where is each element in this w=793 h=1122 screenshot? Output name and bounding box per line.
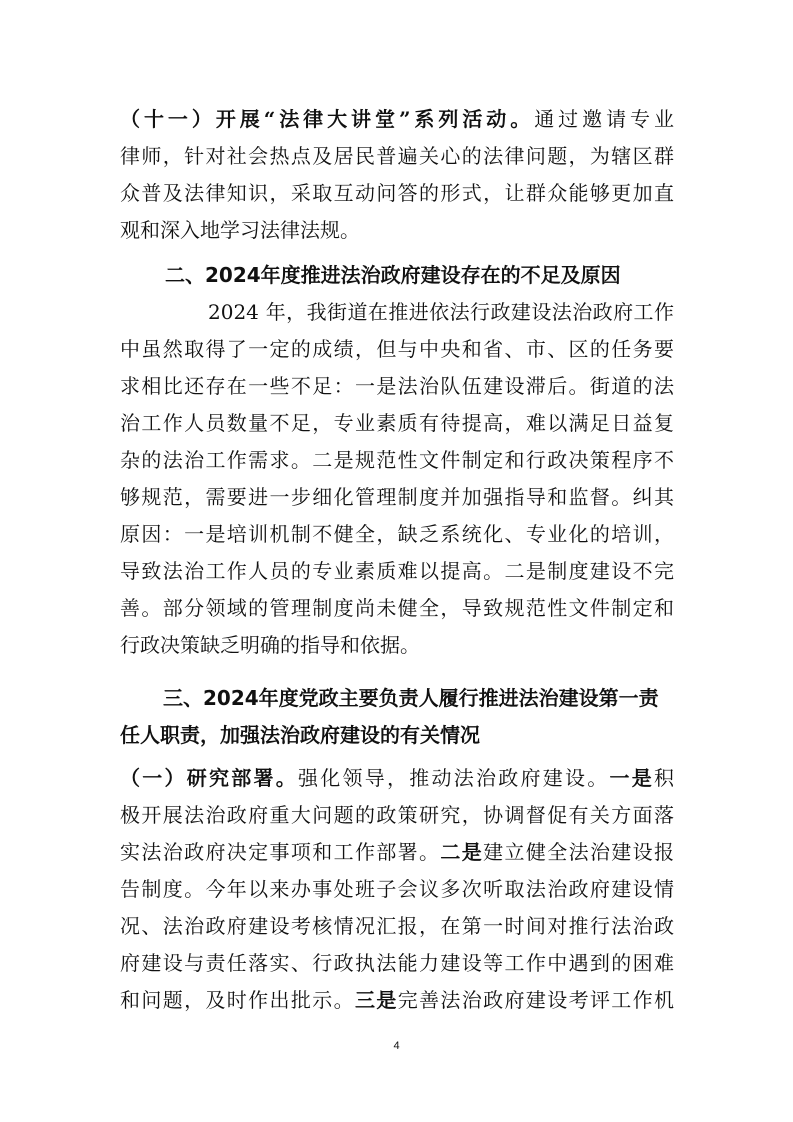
section2-line-7: 原因：一是培训机制不健全，缺乏系统化、专业化的培训， — [120, 522, 674, 546]
section3-line-7a: 和问题，及时作出批示。 — [120, 988, 355, 1012]
section3-line-2: 极开展法治政府重大问题的政策研究，协调督促有关方面落 — [120, 803, 674, 827]
section3-line-7 — [120, 982, 674, 1019]
section3-line-5: 况、法治政府建设考核情况汇报，在第一时间对推行法治政 — [120, 914, 674, 938]
section2-line-4: 治工作人员数量不足，专业素质有待提高，难以满足日益复 — [120, 411, 674, 435]
section3-line-6: 府建设与责任落实、行政执法能力建设等工作中遇到的困难 — [120, 951, 674, 975]
para11-line-3: 众普及法律知识，采取互动问答的形式，让群众能够更加直 — [120, 181, 674, 205]
section2-line-3: 求相比还存在一些不足：一是法治队伍建设滞后。街道的法 — [120, 374, 674, 398]
section2-line-5: 杂的法治工作需求。二是规范性文件制定和行政决策程序不 — [120, 448, 674, 472]
section2-line-8: 导致法治工作人员的专业素质难以提高。二是制度建设不完 — [120, 559, 674, 583]
section3-line-3 — [120, 834, 674, 871]
mark-er-shi: 二是 — [440, 840, 484, 864]
section3-line-4: 告制度。今年以来办事处班子会议多次听取法治政府建设情 — [120, 877, 674, 901]
section2-line-9: 善。部分领域的管理制度尚未健全，导致规范性文件制定和 — [120, 596, 674, 620]
section3-line-3a: 实法治政府决定事项和工作部署。 — [120, 840, 441, 864]
section3-heading-line-1: 三、2024年度党政主要负责人履行推进法治建设第一责 — [163, 686, 659, 710]
sub1-text-end: 积 — [654, 766, 674, 790]
sub1-label: （一）研究部署。 — [120, 766, 298, 790]
mark-yi-shi: 一是 — [609, 766, 654, 790]
para11-line-1 — [120, 101, 674, 138]
page-number: 4 — [393, 1040, 400, 1052]
section2-line-2: 中虽然取得了一定的成绩，但与中央和省、市、区的任务要 — [120, 337, 674, 361]
section2-heading: 二、2024年度推进法治政府建设存在的不足及原因 — [165, 263, 621, 287]
section3-line-3b: 建立健全法治建设报 — [483, 840, 675, 864]
section2-line-1: 2024 年，我街道在推进依法行政建设法治政府工作 — [208, 300, 674, 324]
para11-label: （十一）开展“法律大讲堂”系列活动。 — [120, 107, 535, 131]
section3-line-7b: 完善法治政府建设考评工作机 — [397, 988, 675, 1012]
para11-text-1: 通过邀请专业 — [534, 107, 674, 131]
section2-line-10: 行政决策缺乏明确的指导和依据。 — [120, 633, 420, 657]
para11-line-2: 律师，针对社会热点及居民普遍关心的法律问题，为辖区群 — [120, 144, 674, 168]
para11-line-4: 观和深入地学习法律法规。 — [120, 218, 360, 242]
mark-san-shi: 三是 — [354, 988, 398, 1012]
section3-heading-line-2: 任人职责，加强法治政府建设的有关情况 — [120, 723, 480, 747]
sub1-text: 强化领导，推动法治政府建设。 — [298, 766, 610, 790]
section2-line-6: 够规范，需要进一步细化管理制度并加强指导和监督。纠其 — [120, 485, 674, 509]
section3-line-1 — [120, 760, 674, 797]
